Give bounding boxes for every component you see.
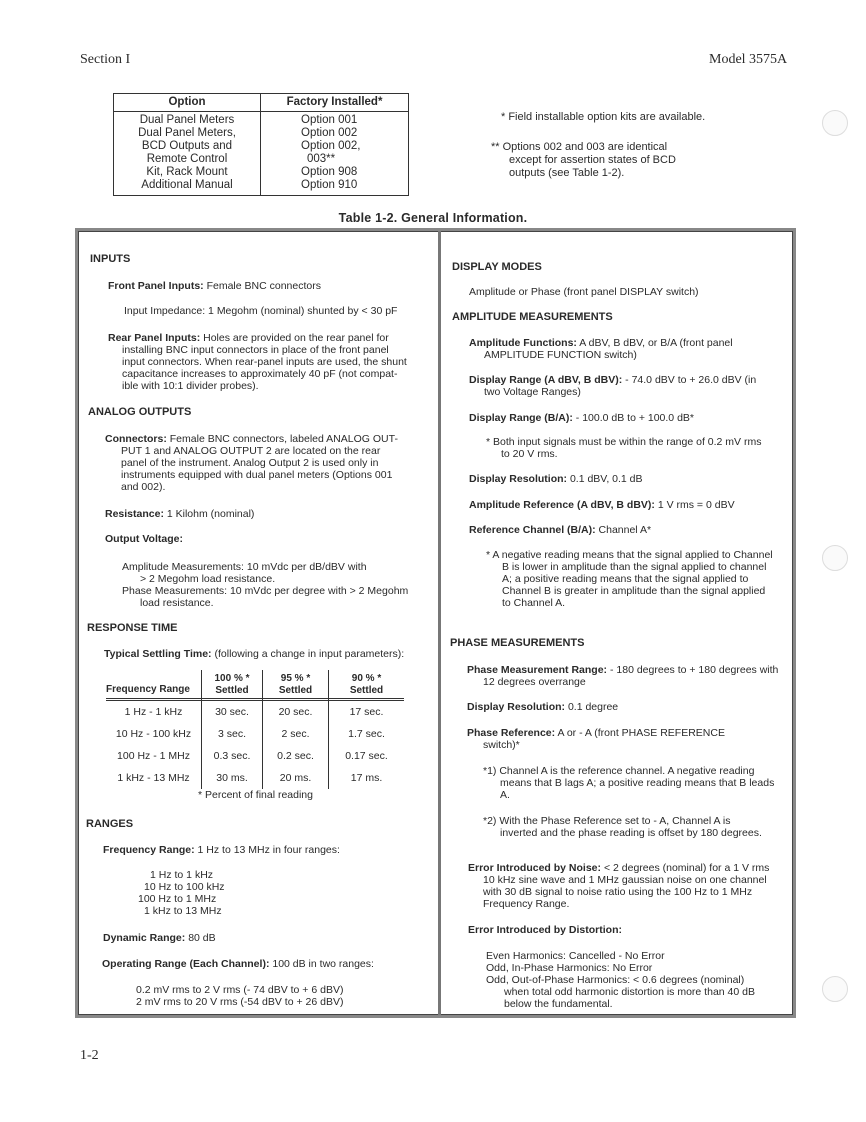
option-line: Kit, Rack Mount	[146, 166, 228, 178]
options-note-line: except for assertion states of BCD	[509, 154, 676, 166]
range-ab-line: two Voltage Ranges)	[484, 386, 581, 398]
freq-cell: 1 kHz - 13 MHz	[117, 772, 190, 784]
voltage-line: Amplitude Measurements: 10 mVdc per dB/dBV with	[122, 561, 367, 573]
factory-line: Option 910	[301, 179, 358, 191]
factory-line: Option 908	[301, 166, 358, 178]
functions-label: Amplitude Functions:	[469, 337, 577, 349]
s95-cell: 20 ms.	[262, 767, 328, 789]
header-line: 95 % *	[280, 672, 311, 684]
settling-label: Typical Settling Time:	[104, 648, 212, 660]
error-distortion-label: Error Introduced by Distortion:	[468, 924, 623, 936]
header-line: 90 % *	[351, 672, 382, 684]
neg-note-line: * A negative reading means that the signal applied to Channel	[486, 549, 773, 561]
dynamic-range	[103, 932, 216, 944]
voltage-line: > 2 Megohm load resistance.	[140, 573, 276, 585]
rear-line: input connectors. When rear-panel inputs are used, the shunt	[122, 356, 407, 368]
ranges-heading: RANGES	[86, 818, 134, 830]
freq-list-item: 1 Hz to 1 kHz	[150, 869, 214, 881]
factory-line: Option 001	[301, 114, 358, 126]
connectors-line: and 002).	[121, 481, 166, 493]
distortion-line: below the fundamental.	[504, 998, 613, 1010]
phase-reference-label: Phase Reference:	[467, 727, 556, 739]
s90-cell: 0.17 sec.	[328, 745, 404, 767]
table-row	[106, 723, 404, 745]
phase-note1-line: A.	[500, 789, 510, 801]
option-line: BCD Outputs and	[141, 140, 233, 152]
noise-line: with 30 dB signal to noise ratio using the 100 Hz to 1 MHz	[483, 886, 753, 898]
binder-hole-icon	[822, 545, 848, 571]
percent-footnote: * Percent of final reading	[198, 789, 313, 801]
dynamic-label: Dynamic Range:	[103, 932, 186, 944]
display-range-ba	[469, 412, 694, 424]
phase-display-resolution	[467, 701, 618, 713]
column-divider	[438, 231, 441, 1015]
settling-value: (following a change in input parameters):	[214, 648, 405, 660]
phase-range-line: - 180 degrees to + 180 degrees with	[609, 664, 779, 676]
noise-label: Error Introduced by Noise:	[468, 862, 602, 874]
frequency-range	[103, 844, 340, 856]
amplitude-functions	[469, 337, 733, 349]
s95-cell: 2 sec.	[262, 723, 328, 745]
factory-line: Option 002,	[301, 140, 361, 152]
settled-90-header	[328, 670, 404, 700]
ref-channel-value: Channel A*	[598, 524, 652, 536]
noise-line: < 2 degrees (nominal) for a 1 V rms	[603, 862, 770, 874]
s100-cell: 3 sec.	[201, 723, 262, 745]
freq-list-item: 1 kHz to 13 MHz	[144, 905, 222, 917]
factory-col-header: Factory Installed*	[286, 96, 383, 108]
front-label: Front Panel Inputs:	[108, 280, 204, 292]
freq-list-item: 100 Hz to 1 MHz	[138, 893, 217, 905]
connectors	[105, 433, 398, 445]
factory-line: Option 002	[301, 127, 358, 139]
display-range-ab	[469, 374, 756, 386]
amp-display-resolution	[469, 473, 643, 485]
binder-hole-icon	[822, 110, 848, 136]
option-line: Dual Panel Meters,	[138, 127, 236, 139]
header-line: 100 % *	[214, 672, 250, 684]
operating-list-item: 2 mV rms to 20 V rms (-54 dBV to + 26 dBV)	[136, 996, 344, 1008]
option-line: Additional Manual	[141, 179, 233, 191]
amplitude-reference	[469, 499, 735, 511]
rear-line: capacitance increases to approximately 40 pF (not compat-	[122, 368, 398, 380]
connectors-line: panel of the instrument. Analog Output 2 is used only in	[121, 457, 379, 469]
range-ab-line: - 74.0 dBV to + 26.0 dBV (in	[625, 374, 757, 386]
binder-hole-icon	[822, 976, 848, 1002]
freq-range-label: Frequency Range:	[103, 844, 195, 856]
inputs-heading: INPUTS	[90, 253, 131, 265]
range-ba-value: - 100.0 dB to + 100.0 dB*	[575, 412, 694, 424]
range-note-line: to 20 V rms.	[501, 448, 558, 460]
s100-cell: 30 ms.	[201, 767, 262, 789]
freq-cell: 10 Hz - 100 kHz	[115, 728, 192, 740]
phase-reference-line: switch)*	[483, 739, 520, 751]
field-installable-note: * Field installable option kits are available.	[501, 111, 706, 123]
s100-cell: 0.3 sec.	[201, 745, 262, 767]
option-line: Dual Panel Meters	[139, 114, 235, 126]
functions-line: A dBV, B dBV, or B/A (front panel	[579, 337, 733, 349]
settled-100-header	[201, 670, 262, 700]
input-impedance: Input Impedance: 1 Megohm (nominal) shunted by < 30 pF	[124, 305, 398, 317]
amp-reference-label: Amplitude Reference (A dBV, B dBV):	[469, 499, 655, 511]
header-line: Settled	[215, 684, 249, 696]
options-note-line: ** Options 002 and 003 are identical	[491, 141, 668, 153]
section-label: Section I	[80, 52, 131, 67]
phase-note2-line: *2) With the Phase Reference set to - A, Channel A is	[483, 815, 731, 827]
factory-values	[261, 112, 408, 195]
phase-note2-line: inverted and the phase reading is offset by 180 degrees.	[500, 827, 762, 839]
neg-note-line: to Channel A.	[502, 597, 566, 609]
s95-cell: 20 sec.	[262, 701, 328, 723]
ref-channel-label: Reference Channel (B/A):	[469, 524, 596, 536]
voltage-line: Phase Measurements: 10 mVdc per degree with > 2 Megohm	[122, 585, 409, 597]
settling-table-header	[106, 671, 404, 701]
functions-line: AMPLITUDE FUNCTION switch)	[484, 349, 637, 361]
noise-line: Frequency Range.	[483, 898, 570, 910]
option-line: Remote Control	[146, 153, 228, 165]
resistance-label: Resistance:	[105, 508, 164, 520]
rear-label: Rear Panel Inputs:	[108, 332, 201, 344]
freq-cell: 100 Hz - 1 MHz	[117, 750, 190, 762]
options-col-header: Option	[114, 94, 261, 111]
distortion-line: when total odd harmonic distortion is more than 40 dB	[504, 986, 755, 998]
phase-measurement-range	[467, 664, 778, 676]
header-line: Settled	[278, 684, 313, 696]
range-ab-label: Display Range (A dBV, B dBV):	[469, 374, 623, 386]
s95-cell: 0.2 sec.	[262, 745, 328, 767]
phase-note1-line: *1) Channel A is the reference channel. A negative reading	[483, 765, 755, 777]
connectors-line: PUT 1 and ANALOG OUTPUT 2 are located on the rear	[121, 445, 381, 457]
freq-cell: 1 Hz - 1 kHz	[124, 706, 183, 718]
options-note-line: outputs (see Table 1-2).	[509, 167, 625, 179]
phase-resolution-value: 0.1 degree	[567, 701, 619, 713]
rear-line: ible with 10:1 divider probes).	[122, 380, 259, 392]
display-modes-text: Amplitude or Phase (front panel DISPLAY switch)	[469, 286, 699, 298]
distortion-line: Even Harmonics: Cancelled - No Error	[486, 950, 665, 962]
neg-note-line: A; a positive reading means that the signal applied to	[502, 573, 749, 585]
phase-range-label: Phase Measurement Range:	[467, 664, 608, 676]
amplitude-heading: AMPLITUDE MEASUREMENTS	[452, 311, 613, 323]
table-caption: Table 1-2. General Information.	[338, 211, 528, 225]
typical-settling-time	[104, 648, 404, 660]
neg-note-line: Channel B is greater in amplitude than the signal applied	[502, 585, 766, 597]
noise-line: 10 kHz sine wave and 1 MHz gaussian noise on one channel	[483, 874, 767, 886]
s90-cell: 1.7 sec.	[328, 723, 404, 745]
general-info-table	[75, 228, 796, 1018]
s90-cell: 17 sec.	[328, 701, 404, 723]
reference-channel	[469, 524, 651, 536]
operating-range	[102, 958, 374, 970]
page-number: 1-2	[80, 1048, 99, 1063]
freq-range-header: Frequency Range	[106, 684, 190, 695]
range-ba-label: Display Range (B/A):	[469, 412, 573, 424]
rear-line: Holes are provided on the rear panel for	[203, 332, 389, 344]
front-value: Female BNC connectors	[206, 280, 321, 292]
dynamic-value: 80 dB	[188, 932, 216, 944]
operating-value: 100 dB in two ranges:	[272, 958, 374, 970]
s100-cell: 30 sec.	[201, 701, 262, 723]
amp-resolution-value: 0.1 dBV, 0.1 dB	[569, 473, 643, 485]
settling-time-table	[106, 671, 404, 789]
phase-reference-line: A or - A (front PHASE REFERENCE	[557, 727, 725, 739]
rear-panel-inputs	[108, 332, 389, 344]
amp-reference-value: 1 V rms = 0 dBV	[657, 499, 735, 511]
rear-line: installing BNC input connectors in place of the front panel	[122, 344, 389, 356]
amp-resolution-label: Display Resolution:	[469, 473, 568, 485]
phase-range-line: 12 degrees overrange	[483, 676, 586, 688]
error-noise	[468, 862, 769, 874]
s90-cell: 17 ms.	[328, 767, 404, 789]
connectors-line: instruments equipped with dual panel meters (Options 001	[121, 469, 393, 481]
range-note-line: * Both input signals must be within the range of 0.2 mV rms	[486, 436, 762, 448]
options-table	[113, 93, 409, 196]
phase-note1-line: means that B lags A; a positive reading means that B leads	[500, 777, 775, 789]
resistance-value: 1 Kilohm (nominal)	[166, 508, 255, 520]
connectors-label: Connectors:	[105, 433, 167, 445]
voltage-line: load resistance.	[140, 597, 214, 609]
distortion-line: Odd, In-Phase Harmonics: No Error	[486, 962, 653, 974]
distortion-line: Odd, Out-of-Phase Harmonics: < 0.6 degrees (nominal)	[486, 974, 745, 986]
table-row	[106, 701, 404, 723]
table-row	[106, 767, 404, 789]
phase-reference	[467, 727, 725, 739]
option-names	[114, 112, 261, 195]
resistance	[105, 508, 254, 520]
phase-heading: PHASE MEASUREMENTS	[450, 637, 585, 649]
model-label: Model 3575A	[709, 52, 788, 67]
operating-label: Operating Range (Each Channel):	[102, 958, 270, 970]
factory-line: 003**	[307, 153, 336, 165]
response-time-heading: RESPONSE TIME	[87, 622, 178, 634]
freq-range-value: 1 Hz to 13 MHz in four ranges:	[197, 844, 340, 856]
freq-list-item: 10 Hz to 100 kHz	[144, 881, 225, 893]
settled-95-header	[262, 670, 328, 700]
output-voltage-label: Output Voltage:	[105, 533, 183, 545]
analog-outputs-heading: ANALOG OUTPUTS	[88, 406, 192, 418]
neg-note-line: B is lower in amplitude than the signal applied to channel	[502, 561, 767, 573]
table-row	[106, 745, 404, 767]
front-panel-inputs	[108, 280, 321, 292]
connectors-line: Female BNC connectors, labeled ANALOG OUT-	[169, 433, 398, 445]
phase-resolution-label: Display Resolution:	[467, 701, 566, 713]
display-modes-heading: DISPLAY MODES	[452, 261, 542, 273]
header-line: Settled	[349, 684, 384, 696]
operating-list-item: 0.2 mV rms to 2 V rms (- 74 dBV to + 6 dBV)	[136, 984, 344, 996]
